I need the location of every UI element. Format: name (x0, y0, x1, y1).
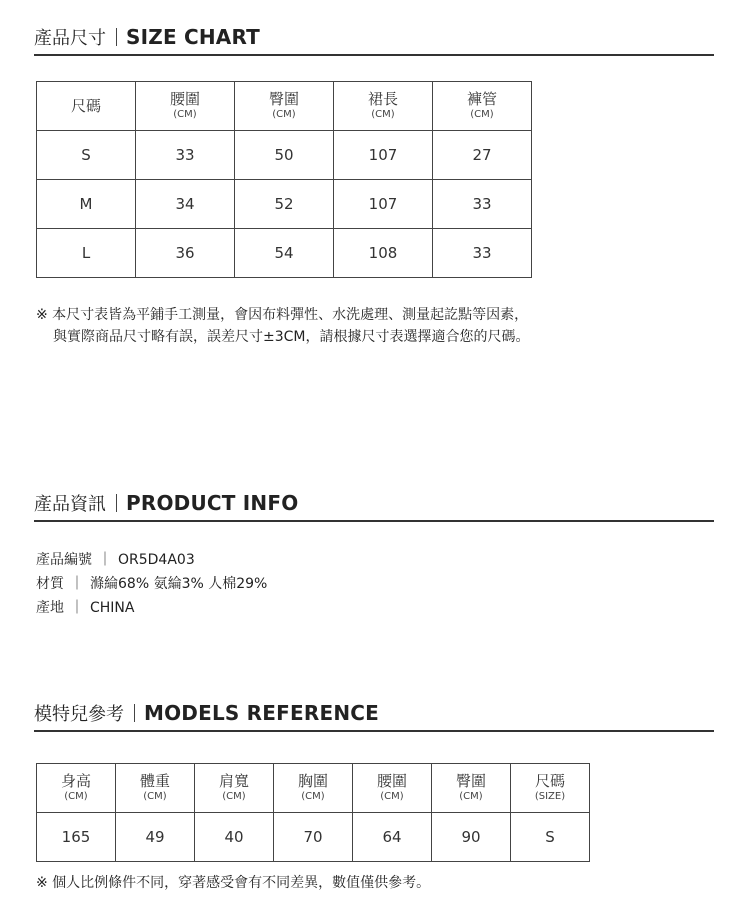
models-reference-note: ※ 個人比例條件不同，穿著感受會有不同差異，數值僅供參考。 (36, 875, 431, 891)
info-label: 材質 (36, 576, 64, 592)
table-cell: 34 (136, 180, 235, 229)
header-cell: 尺碼 (37, 82, 136, 131)
models-reference-title-en: MODELS REFERENCE (144, 701, 380, 725)
table-cell: M (37, 180, 136, 229)
table-cell: S (37, 131, 136, 180)
table-cell: 107 (334, 180, 433, 229)
table-row (37, 229, 532, 278)
list-item (36, 572, 267, 596)
table-cell: 40 (195, 813, 274, 862)
table-cell: 90 (432, 813, 511, 862)
table-cell: 70 (274, 813, 353, 862)
table-cell: 33 (433, 180, 532, 229)
table-cell: S (511, 813, 590, 862)
table-cell: 64 (353, 813, 432, 862)
models-reference-heading (34, 696, 714, 732)
header-cell: 臀圍 (CM) (432, 764, 511, 813)
table-cell: 33 (136, 131, 235, 180)
info-value: CHINA (90, 600, 135, 616)
title-divider (116, 494, 117, 512)
size-chart-table (36, 81, 532, 278)
info-separator: ｜ (98, 552, 112, 568)
title-divider (134, 704, 135, 722)
size-chart-note-line2: 與實際商品尺寸略有誤，誤差尺寸±3CM，請根據尺寸表選擇適合您的尺碼。 (53, 329, 530, 345)
table-cell: 107 (334, 131, 433, 180)
info-separator: ｜ (70, 600, 84, 616)
table-row (37, 813, 590, 862)
table-cell: 36 (136, 229, 235, 278)
info-value: 滌綸68% 氨綸3% 人棉29% (90, 576, 268, 592)
header-cell: 裙長 (CM) (334, 82, 433, 131)
product-info-heading (34, 486, 714, 522)
product-info-title-zh: 產品資訊 (34, 494, 106, 515)
info-label: 產品編號 (36, 552, 92, 568)
list-item (36, 548, 267, 572)
size-chart-header-row (37, 82, 532, 131)
header-cell: 肩寬 (CM) (195, 764, 274, 813)
size-chart-title-zh: 產品尺寸 (34, 28, 106, 49)
models-reference-title-zh: 模特兒參考 (34, 704, 124, 725)
table-cell: 49 (116, 813, 195, 862)
info-separator: ｜ (70, 576, 84, 592)
table-cell: 27 (433, 131, 532, 180)
title-divider (116, 28, 117, 46)
info-label: 產地 (36, 600, 64, 616)
models-reference-table (36, 763, 590, 862)
size-chart-note (36, 304, 530, 348)
header-cell: 胸圍 (CM) (274, 764, 353, 813)
header-cell: 腰圍 (CM) (353, 764, 432, 813)
table-row (37, 180, 532, 229)
product-info-title-en: PRODUCT INFO (126, 491, 299, 515)
list-item (36, 596, 267, 620)
info-value: OR5D4A03 (118, 552, 195, 568)
size-chart-note-line1: ※ 本尺寸表皆為平鋪手工測量，會因布料彈性、水洗處理、測量起訖點等因素， (36, 307, 529, 323)
table-cell: 52 (235, 180, 334, 229)
size-chart-title-en: SIZE CHART (126, 25, 261, 49)
models-header-row (37, 764, 590, 813)
size-chart-heading (34, 20, 714, 56)
header-cell: 體重 (CM) (116, 764, 195, 813)
product-info-list (36, 548, 267, 620)
header-cell: 腰圍 (CM) (136, 82, 235, 131)
table-row (37, 131, 532, 180)
table-cell: 108 (334, 229, 433, 278)
header-cell: 尺碼 (SIZE) (511, 764, 590, 813)
table-cell: 33 (433, 229, 532, 278)
header-cell: 身高 (CM) (37, 764, 116, 813)
table-cell: 165 (37, 813, 116, 862)
header-cell: 褲管 (CM) (433, 82, 532, 131)
table-cell: 50 (235, 131, 334, 180)
table-cell: 54 (235, 229, 334, 278)
table-cell: L (37, 229, 136, 278)
header-cell: 臀圍 (CM) (235, 82, 334, 131)
